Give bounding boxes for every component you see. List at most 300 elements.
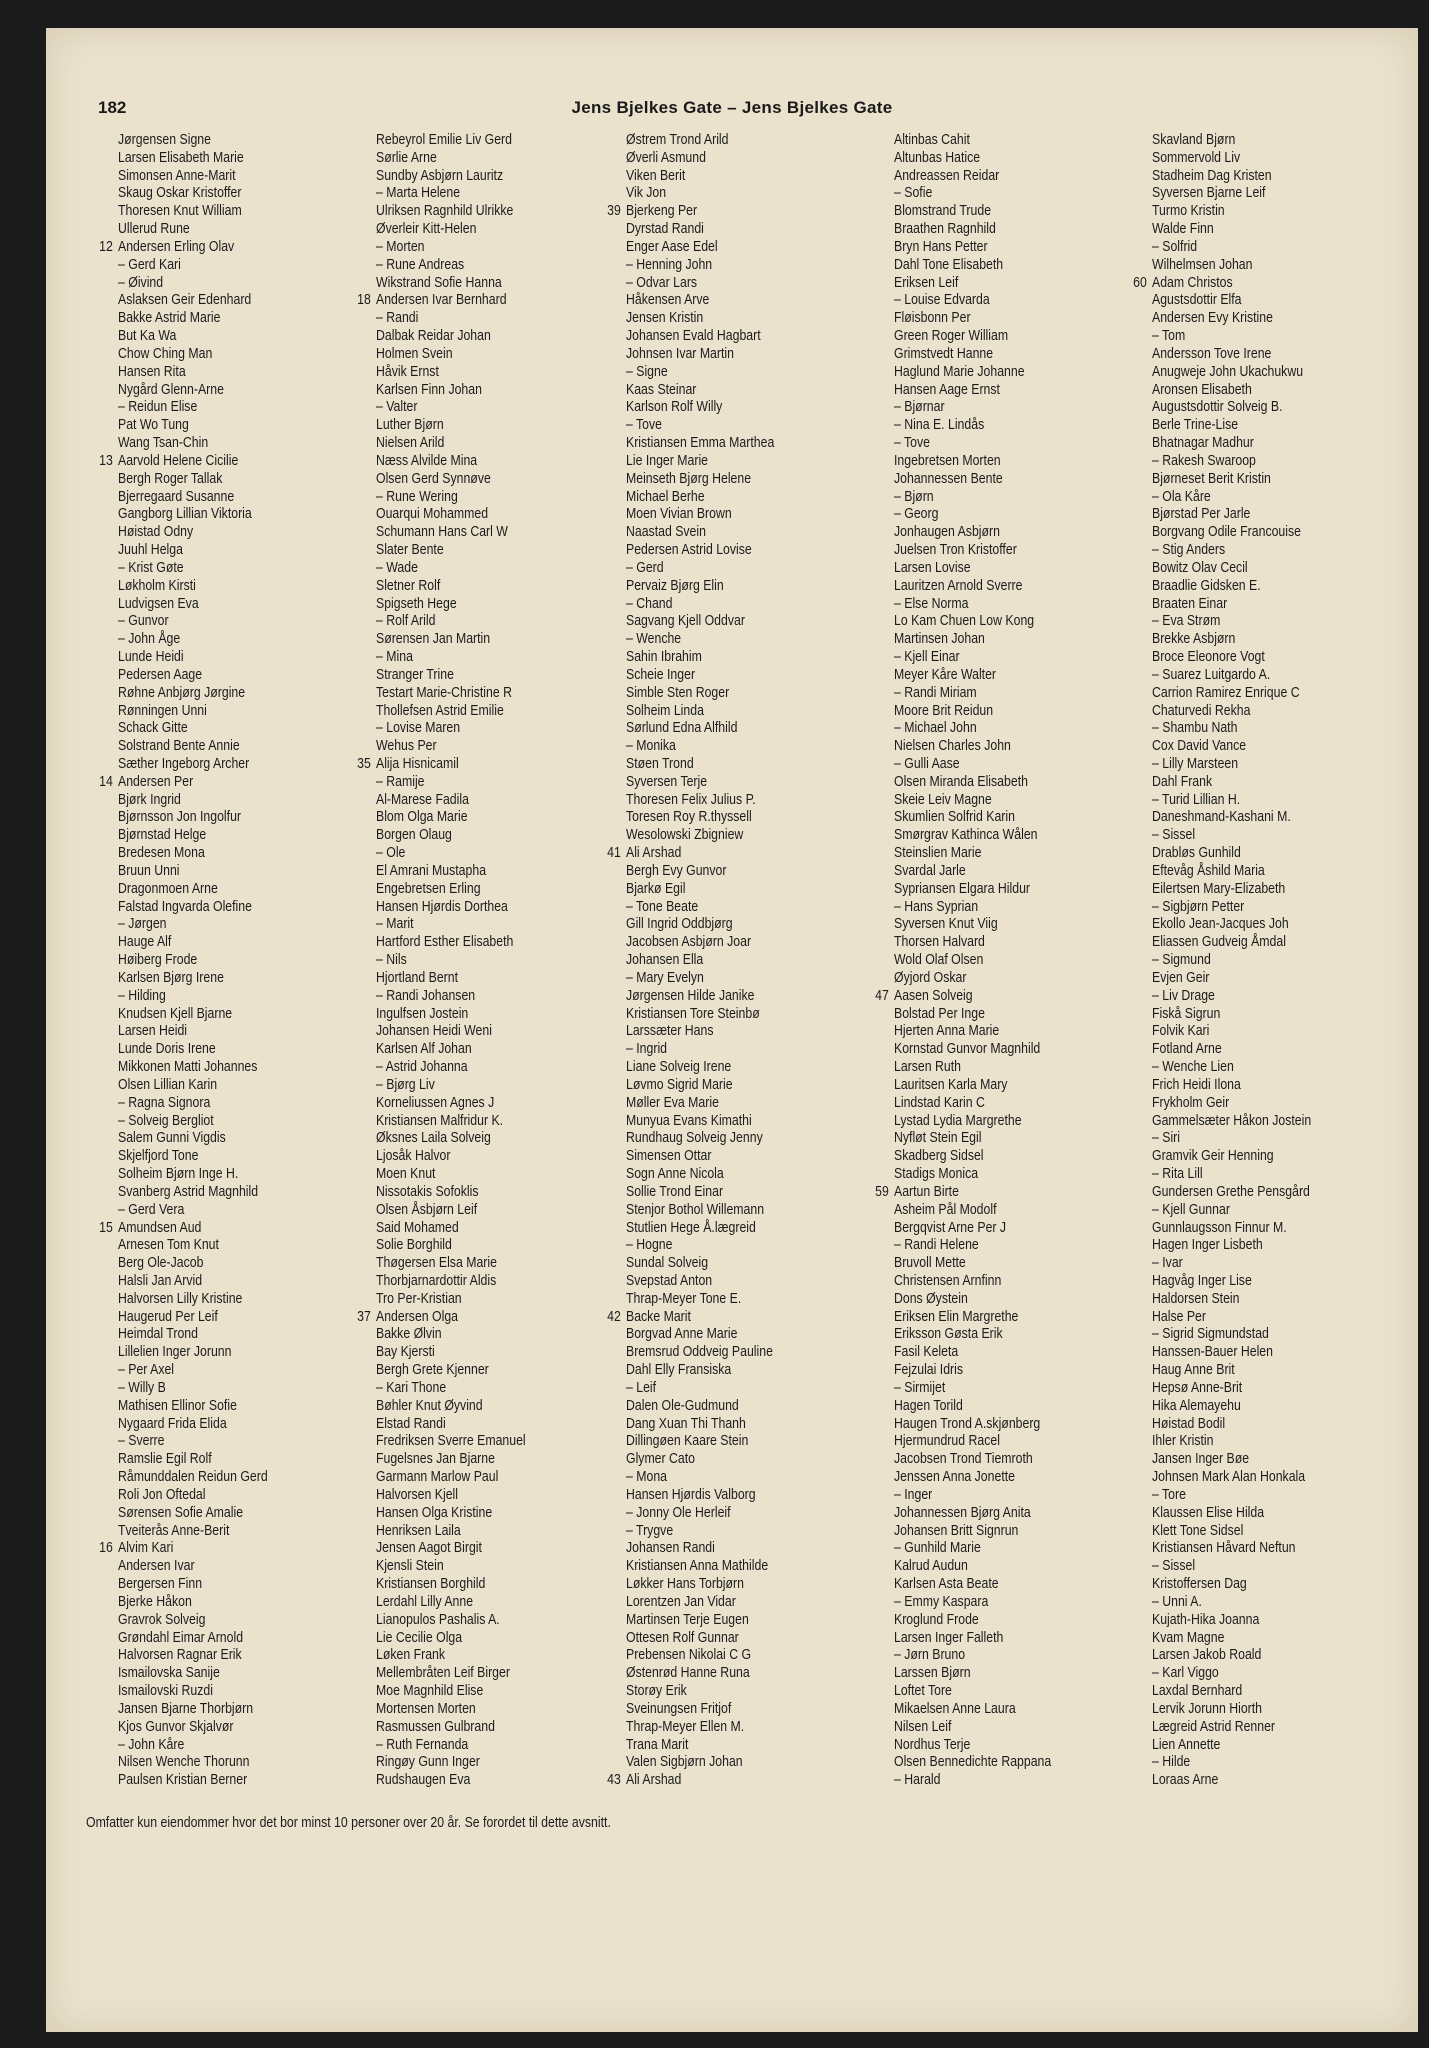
- resident-entry: [1152, 738, 1311, 756]
- resident-name: Wikstrand Sofie Hanna: [376, 274, 502, 291]
- resident-entry: [118, 613, 268, 631]
- resident-entry: [1152, 1344, 1311, 1362]
- resident-entry: [1152, 1665, 1311, 1683]
- resident-name: Skeie Leiv Magne: [894, 791, 992, 808]
- resident-name: Holmen Svein: [376, 345, 453, 362]
- resident-name: – Sigrid Sigmundstad: [1152, 1326, 1269, 1343]
- resident-entry: [118, 845, 268, 863]
- resident-entry: [894, 1612, 1051, 1630]
- resident-name: Thøgersen Elsa Marie: [376, 1255, 497, 1272]
- resident-name: – Valter: [376, 399, 418, 416]
- resident-name: Spigseth Hege: [376, 595, 457, 612]
- resident-name: – Suarez Luitgardo A.: [1152, 666, 1271, 683]
- resident-entry: [118, 292, 268, 310]
- resident-entry: [626, 150, 774, 168]
- resident-name: – Liv Drage: [1152, 987, 1215, 1004]
- resident-name: Johansen Heidi Weni: [376, 1023, 492, 1040]
- resident-name: Chaturvedi Rekha: [1152, 702, 1251, 719]
- resident-entry: [118, 1166, 268, 1184]
- resident-name: Klett Tone Sidsel: [1152, 1522, 1244, 1539]
- resident-name: Jørgensen Signe: [118, 132, 211, 148]
- resident-entry: [894, 417, 1051, 435]
- resident-name: Korneliussen Agnes J: [376, 1094, 495, 1111]
- resident-name: Solstrand Bente Annie: [118, 738, 240, 755]
- resident-name: Larsen Elisabeth Marie: [118, 149, 244, 166]
- resident-name: – Hogne: [626, 1237, 673, 1254]
- resident-name: Olsen Gerd Synnøve: [376, 470, 491, 487]
- resident-entry: [376, 328, 526, 346]
- resident-entry: [376, 1737, 526, 1755]
- resident-entry: [118, 524, 268, 542]
- resident-entry: [894, 1416, 1051, 1434]
- resident-name: Klaussen Elise Hilda: [1152, 1504, 1265, 1521]
- resident-entry: [118, 1095, 268, 1113]
- resident-name: – Sissel: [1152, 1558, 1196, 1575]
- resident-name: Nilsen Wenche Thorunn: [118, 1754, 250, 1771]
- resident-entry: [894, 239, 1051, 257]
- resident-entry: [118, 1344, 268, 1362]
- resident-entry: [376, 738, 526, 756]
- resident-name: Schack Gitte: [118, 720, 188, 737]
- resident-name: – Mary Evelyn: [626, 969, 704, 986]
- resident-name: Roli Jon Oftedal: [118, 1486, 206, 1503]
- resident-entry: [118, 988, 268, 1006]
- resident-entry: [118, 596, 268, 614]
- resident-entry: [626, 631, 774, 649]
- resident-entry: [376, 1077, 526, 1095]
- resident-entry: [1152, 631, 1311, 649]
- resident-entry: [894, 560, 1051, 578]
- resident-entry: [1152, 1576, 1311, 1594]
- resident-name: Ali Arshad: [626, 845, 682, 862]
- resident-entry: [626, 1202, 774, 1220]
- resident-name: El Amrani Mustapha: [376, 862, 487, 879]
- resident-entry: [376, 506, 526, 524]
- resident-entry: [1152, 899, 1311, 917]
- resident-name: Thoresen Felix Julius P.: [626, 791, 756, 808]
- resident-name: Bergh Roger Tallak: [118, 470, 223, 487]
- resident-entry: [118, 1362, 268, 1380]
- resident-entry: [1152, 524, 1311, 542]
- resident-entry: [376, 1523, 526, 1541]
- resident-entry: [376, 881, 526, 899]
- resident-name: Pat Wo Tung: [118, 417, 189, 434]
- resident-name: Wilhelmsen Johan: [1152, 256, 1253, 273]
- resident-name: Aarvold Helene Cicilie: [118, 452, 239, 469]
- resident-entry: [894, 1326, 1051, 1344]
- resident-entry: [894, 346, 1051, 364]
- resident-entry: [1152, 203, 1311, 221]
- resident-name: Jonhaugen Asbjørn: [894, 524, 1000, 541]
- resident-name: Prebensen Nikolai C G: [626, 1647, 752, 1664]
- resident-entry: [894, 1309, 1051, 1327]
- resident-entry: [376, 720, 526, 738]
- resident-entry: [118, 1772, 268, 1790]
- resident-name: Altinbas Cahit: [894, 132, 970, 148]
- resident-entry: [376, 809, 526, 827]
- resident-name: Hauge Alf: [118, 934, 172, 951]
- resident-name: Berle Trine-Lise: [1152, 417, 1239, 434]
- house-number: 16: [99, 1540, 113, 1557]
- resident-entry: [376, 399, 526, 417]
- resident-entry: [118, 809, 268, 827]
- resident-name: Sommervold Liv: [1152, 149, 1241, 166]
- resident-name: – Ragna Signora: [118, 1094, 211, 1111]
- resident-name: Sagvang Kjell Oddvar: [626, 613, 745, 630]
- resident-entry: [376, 1772, 526, 1790]
- resident-entry: [357, 755, 526, 774]
- resident-name: – Lilly Marsteen: [1152, 755, 1239, 772]
- resident-entry: [376, 899, 526, 917]
- resident-entry: [894, 1647, 1051, 1665]
- resident-name: Adam Christos: [1152, 274, 1233, 291]
- resident-name: Nygård Glenn-Arne: [118, 381, 224, 398]
- resident-name: Løken Frank: [376, 1647, 446, 1664]
- resident-entry: [894, 221, 1051, 239]
- resident-name: Østenrød Hanne Runa: [626, 1665, 750, 1682]
- resident-name: Jørgensen Hilde Janike: [626, 987, 755, 1004]
- resident-name: Dyrstad Randi: [626, 221, 704, 238]
- resident-entry: [626, 1469, 774, 1487]
- resident-name: – Marit: [376, 916, 414, 933]
- resident-name: Mortensen Morten: [376, 1700, 476, 1717]
- resident-name: Steinslien Marie: [894, 845, 982, 862]
- resident-name: – Unni A.: [1152, 1593, 1202, 1610]
- resident-name: Haugen Trond A.skjønberg: [894, 1415, 1041, 1432]
- resident-entry: [118, 1594, 268, 1612]
- resident-name: Augustsdottir Solveig B.: [1152, 399, 1283, 416]
- resident-name: Røhne Anbjørg Jørgine: [118, 684, 246, 701]
- resident-name: Hartford Esther Elisabeth: [376, 934, 514, 951]
- resident-name: Lervik Jorunn Hiorth: [1152, 1700, 1263, 1717]
- resident-name: Fløisbonn Per: [894, 310, 971, 327]
- resident-name: Bowitz Olav Cecil: [1152, 559, 1248, 576]
- resident-name: Cox David Vance: [1152, 738, 1247, 755]
- resident-name: Johannessen Bente: [894, 470, 1003, 487]
- resident-entry: [118, 1237, 268, 1255]
- resident-name: Andersen Ivar Bernhard: [376, 292, 507, 309]
- resident-name: Lystad Lydia Margrethe: [894, 1112, 1022, 1129]
- resident-name: Glymer Cato: [626, 1451, 696, 1468]
- resident-entry: [376, 1273, 526, 1291]
- resident-name: Bakke Astrid Marie: [118, 310, 221, 327]
- resident-entry: [1152, 1523, 1311, 1541]
- resident-entry: [376, 221, 526, 239]
- resident-entry: [1152, 1220, 1311, 1238]
- resident-entry: [376, 1612, 526, 1630]
- resident-entry: [1152, 613, 1311, 631]
- resident-entry: [376, 1683, 526, 1701]
- resident-entry: [626, 1701, 774, 1719]
- resident-entry: [1152, 774, 1311, 792]
- resident-entry: [626, 417, 774, 435]
- resident-name: – Rakesh Swaroop: [1152, 452, 1256, 469]
- resident-entry: [1152, 1416, 1311, 1434]
- resident-entry: [894, 1380, 1051, 1398]
- resident-name: Hansen Olga Kristine: [376, 1504, 493, 1521]
- resident-name: Lillelien Inger Jorunn: [118, 1344, 232, 1361]
- resident-name: Schumann Hans Carl W: [376, 524, 508, 541]
- resident-name: Wehus Per: [376, 738, 437, 755]
- resident-entry: [1152, 257, 1311, 275]
- resident-name: Fredriksen Sverre Emanuel: [376, 1433, 526, 1450]
- resident-name: Østrem Trond Arild: [626, 132, 729, 148]
- resident-name: Kjos Gunvor Skjalvør: [118, 1718, 234, 1735]
- resident-name: Smørgrav Kathinca Wålen: [894, 827, 1038, 844]
- resident-entry: [118, 827, 268, 845]
- resident-name: Gundersen Grethe Pensgård: [1152, 1183, 1310, 1200]
- resident-entry: [894, 1023, 1051, 1041]
- resident-name: – Hilde: [1152, 1754, 1191, 1771]
- resident-entry: [118, 1255, 268, 1273]
- resident-entry: [894, 685, 1051, 703]
- resident-name: – Wade: [376, 559, 418, 576]
- resident-entry: [1152, 292, 1311, 310]
- resident-entry: [626, 685, 774, 703]
- resident-name: Nilsen Leif: [894, 1718, 952, 1735]
- resident-entry: [376, 667, 526, 685]
- resident-name: – Bjørn: [894, 488, 934, 505]
- resident-name: Hjortland Bernt: [376, 969, 459, 986]
- resident-name: Haglund Marie Johanne: [894, 363, 1025, 380]
- resident-name: Solheim Bjørn Inge H.: [118, 1166, 239, 1183]
- resident-name: Kristiansen Håvard Neftun: [1152, 1540, 1296, 1557]
- resident-name: Sundal Solveig: [626, 1255, 709, 1272]
- resident-name: Nielsen Charles John: [894, 738, 1011, 755]
- resident-entry: [894, 631, 1051, 649]
- resident-name: Håkensen Arve: [626, 292, 710, 309]
- resident-entry: [894, 1576, 1051, 1594]
- resident-entry: [626, 1255, 774, 1273]
- resident-name: – Wenche Lien: [1152, 1059, 1234, 1076]
- resident-name: – Randi Miriam: [894, 684, 977, 701]
- resident-name: Ramslie Egil Rolf: [118, 1451, 212, 1468]
- resident-entry: [626, 1041, 774, 1059]
- resident-name: Amundsen Aud: [118, 1219, 202, 1236]
- resident-entry: [118, 203, 268, 221]
- resident-entry: [626, 809, 774, 827]
- resident-name: Aasen Solveig: [894, 987, 973, 1004]
- resident-entry: [376, 150, 526, 168]
- resident-name: – Randi Helene: [894, 1237, 979, 1254]
- resident-name: Næss Alvilde Mina: [376, 452, 478, 469]
- resident-entry: [894, 364, 1051, 382]
- resident-name: Syversen Terje: [626, 773, 708, 790]
- resident-entry: [376, 1059, 526, 1077]
- resident-entry: [1152, 881, 1311, 899]
- resident-name: Borgvad Anne Marie: [626, 1326, 738, 1343]
- resident-entry: [118, 542, 268, 560]
- page-number: 182: [98, 98, 127, 117]
- resident-entry: [626, 275, 774, 293]
- column-2: [357, 132, 550, 1790]
- resident-entry: [1152, 1095, 1311, 1113]
- resident-entry: [1152, 827, 1311, 845]
- resident-entry: [376, 275, 526, 293]
- resident-entry: [626, 542, 774, 560]
- resident-name: Vik Jon: [626, 185, 667, 202]
- resident-name: Sørensen Sofie Amalie: [118, 1504, 244, 1521]
- resident-name: Valen Sigbjørn Johan: [626, 1754, 743, 1771]
- house-number: 39: [607, 203, 621, 220]
- resident-entry: [1152, 453, 1311, 471]
- house-number: 15: [99, 1219, 113, 1236]
- resident-name: Halvorsen Kjell: [376, 1486, 459, 1503]
- resident-name: Johansen Ella: [626, 952, 704, 969]
- resident-name: Mellembråten Leif Birger: [376, 1665, 510, 1682]
- resident-entry: [894, 1772, 1051, 1790]
- resident-entry: [376, 364, 526, 382]
- resident-entry: [376, 1255, 526, 1273]
- resident-entry: [894, 399, 1051, 417]
- resident-entry: [626, 1006, 774, 1024]
- resident-name: – Solveig Bergliot: [118, 1112, 214, 1129]
- resident-entry: [376, 1362, 526, 1380]
- resident-name: Backe Marit: [626, 1308, 691, 1325]
- resident-entry: [376, 1130, 526, 1148]
- house-number: 35: [357, 755, 371, 772]
- resident-name: Dang Xuan Thi Thanh: [626, 1415, 746, 1432]
- resident-name: Hagvåg Inger Lise: [1152, 1273, 1252, 1289]
- resident-name: Hansen Aage Ernst: [894, 381, 1000, 398]
- resident-entry: [626, 934, 774, 952]
- resident-name: Svanberg Astrid Magnhild: [118, 1183, 259, 1200]
- resident-name: – Trygve: [626, 1522, 674, 1539]
- resident-name: – Rune Andreas: [376, 256, 465, 273]
- resident-name: Stutlien Hege Å.lægreid: [626, 1219, 756, 1236]
- resident-entry: [626, 1113, 774, 1131]
- resident-name: Elstad Randi: [376, 1415, 446, 1432]
- resident-entry: [1152, 1451, 1311, 1469]
- resident-entry: [626, 756, 774, 774]
- resident-name: Drabløs Gunhild: [1152, 845, 1241, 862]
- resident-name: Nyfløt Stein Egil: [894, 1130, 982, 1147]
- resident-entry: [376, 346, 526, 364]
- resident-name: Juuhl Helga: [118, 542, 183, 559]
- resident-entry: [1152, 399, 1311, 417]
- resident-entry: [118, 685, 268, 703]
- resident-entry: [118, 364, 268, 382]
- resident-entry: [1152, 1433, 1311, 1451]
- resident-entry: [118, 1612, 268, 1630]
- resident-name: Braathen Ragnhild: [894, 221, 996, 238]
- resident-entry: [376, 489, 526, 507]
- resident-entry: [1152, 578, 1311, 596]
- resident-entry: [894, 542, 1051, 560]
- resident-entry: [118, 1469, 268, 1487]
- resident-name: – Gunvor: [118, 613, 169, 630]
- resident-entry: [376, 1433, 526, 1451]
- resident-name: Ingulfsen Jostein: [376, 1005, 469, 1022]
- resident-name: Grimstvedt Hanne: [894, 345, 994, 362]
- resident-name: Øksnes Laila Solveig: [376, 1130, 491, 1147]
- resident-entry: [626, 1540, 774, 1558]
- resident-entry: [118, 328, 268, 346]
- resident-entry: [894, 275, 1051, 293]
- resident-name: Bredesen Mona: [118, 845, 205, 862]
- resident-entry: [1152, 346, 1311, 364]
- resident-entry: [894, 578, 1051, 596]
- resident-name: Halvorsen Ragnar Erik: [118, 1647, 242, 1664]
- resident-name: Fotland Arne: [1152, 1041, 1222, 1058]
- resident-name: Gunnlaugsson Finnur M.: [1152, 1219, 1287, 1236]
- resident-name: Knudsen Kjell Bjarne: [118, 1005, 233, 1022]
- resident-entry: [1152, 560, 1311, 578]
- resident-name: Høiberg Frode: [118, 952, 198, 969]
- resident-name: Green Roger William: [894, 328, 1009, 345]
- resident-entry: [894, 1006, 1051, 1024]
- resident-name: Kalrud Audun: [894, 1558, 968, 1575]
- resident-name: Eftevåg Åshild Maria: [1152, 862, 1265, 879]
- resident-name: Ottesen Rolf Gunnar: [626, 1629, 739, 1646]
- resident-name: – Tore: [1152, 1486, 1186, 1503]
- resident-entry: [118, 631, 268, 649]
- resident-entry: [626, 1594, 774, 1612]
- resident-name: Henriksen Laila: [376, 1522, 461, 1539]
- resident-entry: [376, 1237, 526, 1255]
- resident-entry: [894, 150, 1051, 168]
- resident-name: Martinsen Johan: [894, 631, 985, 648]
- resident-entry: [376, 310, 526, 328]
- resident-entry: [894, 1113, 1051, 1131]
- resident-name: Thollefsen Astrid Emilie: [376, 702, 504, 719]
- resident-name: Ringøy Gunn Inger: [376, 1754, 480, 1771]
- resident-entry: [894, 720, 1051, 738]
- resident-entry: [376, 596, 526, 614]
- resident-entry: [1152, 845, 1311, 863]
- resident-entry: [626, 399, 774, 417]
- column-1: [99, 132, 292, 1790]
- resident-entry: [626, 453, 774, 471]
- resident-name: Ali Arshad: [626, 1772, 682, 1789]
- resident-entry: [894, 1362, 1051, 1380]
- resident-name: Hansen Rita: [118, 363, 186, 380]
- resident-name: – Hilding: [118, 987, 166, 1004]
- resident-entry: [118, 1665, 268, 1683]
- resident-entry: [626, 1630, 774, 1648]
- resident-name: Lindstad Karin C: [894, 1094, 985, 1111]
- resident-name: – Monika: [626, 738, 676, 755]
- resident-entry: [118, 1380, 268, 1398]
- resident-name: Lie Cecilie Olga: [376, 1629, 463, 1646]
- resident-entry: [894, 471, 1051, 489]
- resident-entry: [376, 1095, 526, 1113]
- resident-entry: [626, 1487, 774, 1505]
- resident-name: Eriksen Leif: [894, 274, 959, 291]
- resident-name: – Nina E. Lindås: [894, 417, 985, 434]
- resident-entry: [376, 185, 526, 203]
- resident-entry: [626, 1398, 774, 1416]
- resident-name: Støen Trond: [626, 755, 694, 772]
- resident-name: Haug Anne Brit: [1152, 1362, 1235, 1379]
- directory-page: [46, 28, 1418, 2032]
- resident-entry: [894, 863, 1051, 881]
- resident-name: Hika Alemayehu: [1152, 1397, 1241, 1414]
- resident-entry: [626, 328, 774, 346]
- resident-name: Bryn Hans Petter: [894, 238, 988, 255]
- resident-entry: [376, 257, 526, 275]
- resident-name: Wold Olaf Olsen: [894, 952, 984, 969]
- resident-entry: [118, 506, 268, 524]
- resident-entry: [118, 1451, 268, 1469]
- resident-entry: [376, 1023, 526, 1041]
- resident-name: Dalen Ole-Gudmund: [626, 1397, 739, 1414]
- resident-entry: [376, 988, 526, 1006]
- resident-entry: [376, 613, 526, 631]
- resident-entry: [894, 1540, 1051, 1558]
- resident-name: Bergersen Finn: [118, 1576, 203, 1593]
- resident-entry: [894, 845, 1051, 863]
